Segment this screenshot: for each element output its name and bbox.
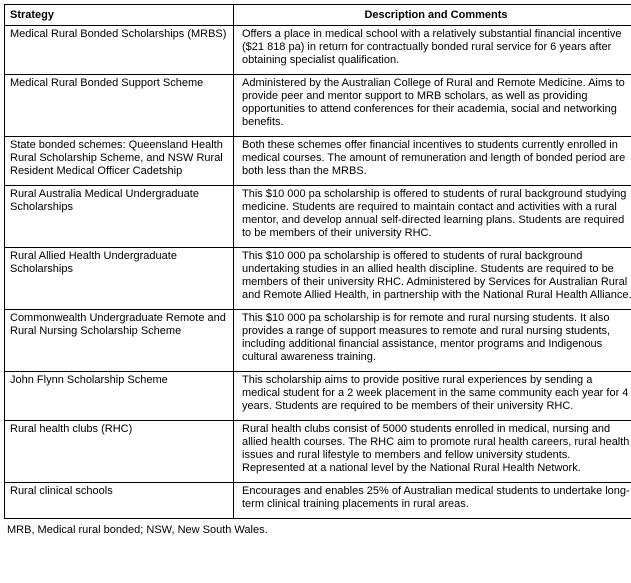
- table-row: [5, 483, 631, 519]
- strategy-cell: Rural Australia Medical Undergraduate Scholarships: [5, 186, 234, 248]
- table-row: [5, 137, 631, 186]
- strategy-column-header: Strategy: [5, 5, 234, 26]
- strategies-table: [4, 4, 631, 519]
- table-row: [5, 75, 631, 137]
- table-header: [5, 5, 631, 26]
- table-body: [5, 26, 631, 519]
- table-row: [5, 310, 631, 372]
- description-cell: This $10 000 pa scholarship is offered to students of rural background studying medicine. Students are required to maintain contact and activities with a rural mentor, and develop annual self-directed learning plans. Students are required to be members of their university RHC.: [234, 186, 631, 248]
- abbreviations-footnote: MRB, Medical rural bonded; NSW, New South Wales.: [7, 524, 631, 537]
- description-cell: Rural health clubs consist of 5000 students enrolled in medical, nursing and allied health courses. The RHC aim to promote rural health careers, rural health issues and rural lifestyle to members and fellow university students. Represented at a national level by the National Rural Health Network.: [234, 421, 631, 483]
- table-row: [5, 248, 631, 310]
- strategy-cell: Rural Allied Health Undergraduate Scholarships: [5, 248, 234, 310]
- table-row: [5, 186, 631, 248]
- description-cell: Administered by the Australian College of Rural and Remote Medicine. Aims to provide peer and mentor support to MRB scholars, as well as providing opportunities to attend conferences for their academia, social and networking benefits.: [234, 75, 631, 137]
- description-column-header: Description and Comments: [234, 5, 631, 26]
- table-row: [5, 372, 631, 421]
- description-cell: This scholarship aims to provide positive rural experiences by sending a medical student for a 2 week placement in the same community each year for 4 years. Students are required to be members of their university RHC.: [234, 372, 631, 421]
- description-cell: This $10 000 pa scholarship is offered to students of rural background undertaking studies in an allied health discipline. Students are required to be members of their university RHC. Administered by Services for Australian Rural and Remote Allied Health, in partnership with the National Rural Health Alliance.: [234, 248, 631, 310]
- strategy-cell: Rural clinical schools: [5, 483, 234, 519]
- header-row: [5, 5, 631, 26]
- description-cell: This $10 000 pa scholarship is for remote and rural nursing students. It also provides a range of support measures to remote and rural nursing students, including additional financial assistance, mentor programs and Indigenous cultural awareness training.: [234, 310, 631, 372]
- description-cell: Encourages and enables 25% of Australian medical students to undertake long-term clinical training placements in rural areas.: [234, 483, 631, 519]
- strategy-cell: Rural health clubs (RHC): [5, 421, 234, 483]
- strategy-cell: Medical Rural Bonded Scholarships (MRBS): [5, 26, 234, 75]
- description-cell: Offers a place in medical school with a relatively substantial financial incentive ($21 818 pa) in return for contractually bonded rural service for 6 years after obtaining specialist qualification.: [234, 26, 631, 75]
- strategy-cell: State bonded schemes: Queensland Health Rural Scholarship Scheme, and NSW Rural Resident Medical Officer Cadetship: [5, 137, 234, 186]
- table-row: [5, 26, 631, 75]
- strategy-cell: John Flynn Scholarship Scheme: [5, 372, 234, 421]
- strategy-cell: Commonwealth Undergraduate Remote and Rural Nursing Scholarship Scheme: [5, 310, 234, 372]
- table-row: [5, 421, 631, 483]
- strategy-cell: Medical Rural Bonded Support Scheme: [5, 75, 234, 137]
- description-cell: Both these schemes offer financial incentives to students currently enrolled in medical courses. The amount of remuneration and length of bonded period are both less than the MRBS.: [234, 137, 631, 186]
